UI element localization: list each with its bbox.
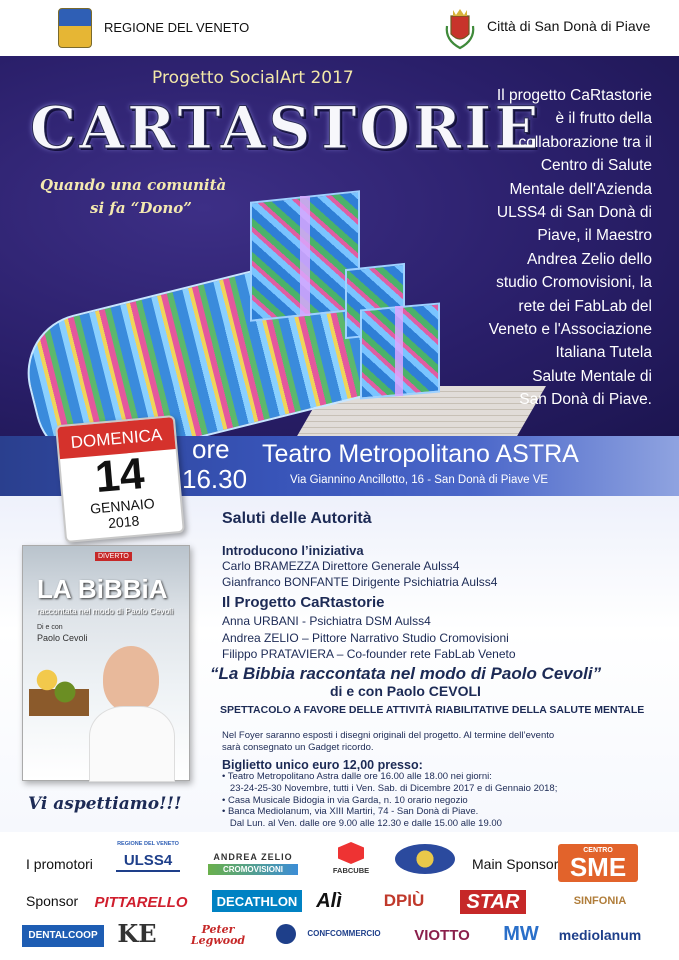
fabcube-logo: FABCUBE (332, 866, 370, 876)
project-line: Andrea ZELIO – Pittore Narrativo Studio Cromovisioni (222, 630, 509, 645)
peter-legwood-logo: Peter Legwood (190, 923, 246, 947)
confcommercio-emblem-icon (276, 924, 296, 944)
ticket-list (222, 771, 557, 830)
header-left-label: REGIONE DEL VENETO (104, 20, 250, 35)
book-brand: DIVERTO (95, 552, 132, 561)
project-line: Filippo PRATAVIERA – Co-founder rete FabLab Veneto (222, 647, 516, 661)
ali-logo: Alì (316, 890, 342, 912)
venue-name: Teatro Metropolitano ASTRA (262, 440, 579, 468)
book-author: Paolo Cevoli (37, 633, 88, 643)
mw-logo: MW (503, 923, 539, 945)
ticket-title: Biglietto unico euro 12,00 presso: (222, 758, 423, 772)
greetings-title: Saluti delle Autorità (222, 510, 372, 527)
ticket-line: Dal Lun. al Ven. dalle ore 9.00 alle 12.30 e dalle 15.00 alle 19.00 (222, 818, 502, 830)
benefit-text: SPETTACOLO A FAVORE DELLE ATTIVITÀ RIABILITATIVE DELLA SALUTE MENTALE (220, 704, 645, 716)
ark-illustration (29, 656, 89, 716)
description-line: Italiana Tutela (555, 344, 652, 362)
calendar-day: 14 (93, 448, 147, 503)
calendar-weekday: DOMENICA (57, 417, 175, 459)
mediolanum-logo: mediolanum (558, 927, 642, 943)
sme-logo (558, 844, 638, 882)
book-subtitle: raccontata nel modo di Paolo Cevoli (37, 606, 174, 616)
book-credit-label: Di e con (37, 624, 63, 631)
calendar-month: GENNAIO (89, 495, 156, 517)
intro-title: Introducono l’iniziativa (222, 543, 364, 558)
venue-address: Via Giannino Ancillotto, 16 - San Donà di Piave VE (290, 474, 549, 486)
decathlon-logo: DECATHLON (212, 890, 302, 912)
confcommercio-logo: CONFCOMMERCIO (307, 929, 381, 938)
date-calendar (55, 415, 185, 543)
time-ore: ore (192, 434, 230, 464)
ticket-line: 23-24-25-30 Novembre, tutti i Ven. Sab. di Dicembre 2017 e di Gennaio 2018; (222, 782, 558, 794)
ke-logo: KE (117, 919, 157, 948)
sinfonia-logo: SINFONIA (573, 894, 627, 907)
description-line: rete dei FabLab del (518, 297, 652, 315)
hero-tagline-2: si fa “Dono” (90, 199, 192, 217)
description-line: Mentale dell'Azienda (509, 180, 652, 198)
main-sponsor-label: Main Sponsor (472, 856, 559, 872)
pittarello-logo: PITTARELLO (94, 893, 188, 911)
time-value: 16.30 (182, 464, 248, 494)
ticket-line: • Teatro Metropolitano Astra dalle ore 16.00 alle 18.00 nei giorni: (222, 771, 492, 782)
intro-line: Gianfranco BONFANTE Dirigente Psichiatria Aulss4 (222, 575, 498, 589)
intro-line: Carlo BRAMEZZA Direttore Generale Aulss4 (222, 559, 460, 573)
viotto-logo: VIOTTO (414, 926, 470, 944)
dpiu-logo: DPIÙ (383, 890, 425, 910)
description-line: San Donà di Piave. (519, 391, 652, 409)
zelio-logo: ANDREA ZELIO (213, 852, 293, 862)
description-line: è il frutto della (555, 110, 652, 128)
book-title: LA BiBBiA (37, 574, 168, 604)
gift-ribbon-small (395, 306, 403, 396)
description-line: Salute Mentale di (532, 367, 652, 385)
gift-ribbon (300, 196, 310, 316)
dentalcoop-logo: DENTALCOOP (22, 925, 104, 947)
description-line: Centro di Salute (540, 157, 652, 175)
hero-description (440, 84, 652, 412)
description-line: studio Cromovisioni, la (496, 274, 652, 292)
portrait-photo (87, 642, 177, 782)
project-label: Progetto SocialArt 2017 (152, 68, 354, 88)
description-line: Piave, il Maestro (537, 227, 652, 245)
project-list (222, 613, 516, 663)
show-title: “La Bibbia raccontata nel modo di Paolo Cevoli” (210, 664, 602, 683)
sme-label: SME (569, 851, 627, 882)
regione-logo: REGIONE DEL VENETO (117, 841, 179, 848)
intro-list (222, 558, 497, 590)
cromovisioni-logo: CROMOVISIONI (208, 864, 298, 875)
ticket-line: • Casa Musicale Bidogia in via Garda, n. 10 orario negozio (222, 794, 468, 806)
closing-text: Vi aspettiamo!!! (28, 794, 182, 814)
foyer-line: sarà consegnato un Gadget ricordo. (222, 742, 374, 753)
hero-tagline-1: Quando una comunità (40, 176, 227, 194)
promotori-label: I promotori (26, 856, 93, 872)
ticket-line: • Banca Mediolanum, via XIII Martiri, 74 - San Donà di Piave. (222, 806, 479, 818)
sandona-crest-icon (443, 6, 477, 50)
hero-title: CARTASTORIE (30, 94, 542, 162)
description-line: Il progetto CaRtastorie (496, 87, 652, 104)
foyer-note (222, 730, 554, 754)
sme-top-label: CENTRO (583, 846, 613, 854)
project-title: Il Progetto CaRtastorie (222, 594, 385, 611)
description-line: Andrea Zelio dello (527, 250, 652, 268)
calendar-year: 2018 (107, 512, 140, 532)
hero-section (0, 56, 679, 436)
ulss4-logo: ULSS4 (116, 850, 180, 872)
header (0, 0, 679, 56)
show-subtitle: di e con Paolo CEVOLI (330, 683, 481, 699)
association-emblem-icon (395, 844, 455, 874)
book-cover (22, 545, 190, 781)
star-logo: STAR (460, 890, 526, 914)
foyer-line: Nel Foyer saranno esposti i disegni originali del progetto. Al termine dell’evento (222, 730, 555, 741)
description-line: Veneto e l'Associazione (488, 321, 652, 339)
sponsors-section (0, 832, 679, 960)
veneto-crest-icon (58, 8, 92, 48)
project-line: Anna URBANI - Psichiatra DSM Aulss4 (222, 614, 431, 628)
description-line: collaborazione tra il (518, 133, 652, 151)
description-line: ULSS4 di San Donà di (496, 204, 652, 222)
header-right-label: Città di San Donà di Piave (487, 18, 651, 34)
sponsor-label: Sponsor (26, 893, 79, 909)
fabcube-icon (338, 842, 364, 864)
